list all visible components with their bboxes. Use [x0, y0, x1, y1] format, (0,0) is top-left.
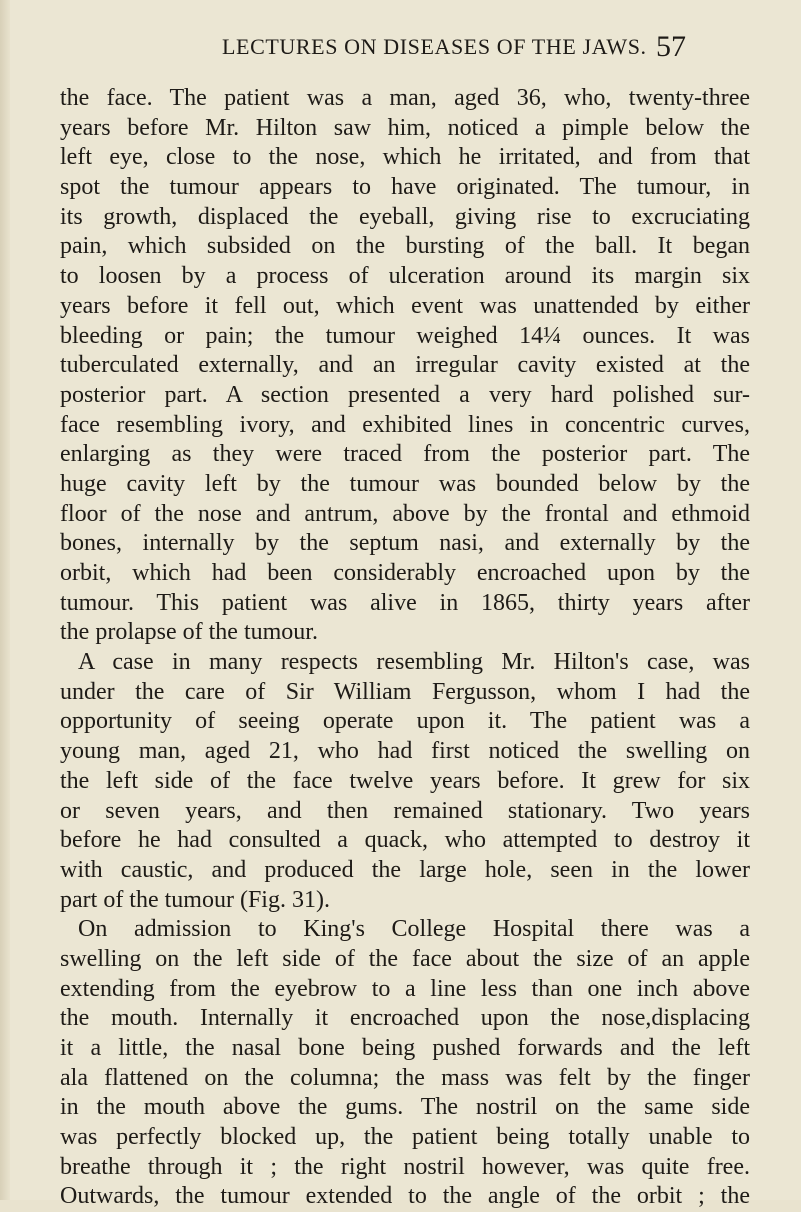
text-line: young man, aged 21, who had first noticed the swelling on: [60, 738, 750, 765]
text-line: tumour. This patient was alive in 1865, thirty years after: [60, 589, 750, 616]
text-line: ala flattened on the columna; the mass was felt by the finger: [60, 1064, 750, 1091]
text-line: posterior part. A section presented a very hard polished sur-: [60, 381, 750, 408]
text-line: bleeding or pain; the tumour weighed 14¼ ounces. It was: [60, 322, 750, 349]
text-line: floor of the nose and antrum, above by the frontal and ethmoid: [60, 500, 750, 527]
page-number: 57: [656, 30, 686, 63]
text-line: before he had consulted a quack, who attempted to destroy it: [60, 827, 750, 854]
text-line: or seven years, and then remained stationary. Two years: [60, 797, 750, 824]
text-line: in the mouth above the gums. The nostril on the same side: [60, 1094, 750, 1121]
text-line: pain, which subsided on the bursting of the ball. It began: [60, 233, 750, 260]
text-line: extending from the eyebrow to a line less than one inch above: [60, 975, 750, 1002]
body-text: [60, 84, 750, 1212]
text-line: huge cavity left by the tumour was bounded below by the: [60, 470, 750, 497]
text-line: with caustic, and produced the large hole, seen in the lower: [60, 856, 750, 883]
text-line: years before it fell out, which event was unattended by either: [60, 292, 750, 319]
text-line: left eye, close to the nose, which he irritated, and from that: [60, 144, 750, 171]
text-line: under the care of Sir William Fergusson, whom I had the: [60, 678, 750, 705]
text-line: opportunity of seeing operate upon it. The patient was a: [60, 708, 750, 735]
text-line: bones, internally by the septum nasi, and externally by the: [60, 530, 750, 557]
text-line: enlarging as they were traced from the posterior part. The: [60, 441, 750, 468]
text-line: to loosen by a process of ulceration around its margin six: [60, 263, 750, 290]
text-line: the left side of the face twelve years before. It grew for six: [60, 767, 750, 794]
paragraph-start-line: A case in many respects resembling Mr. Hilton's case, was: [78, 649, 750, 676]
page-gutter-shadow: [0, 0, 10, 1200]
text-line: orbit, which had been considerably encroached upon by the: [60, 560, 750, 586]
text-line: it a little, the nasal bone being pushed forwards and the left: [60, 1035, 750, 1061]
running-header: [0, 30, 801, 74]
paragraph-end-line: part of the tumour (Fig. 31).: [60, 886, 330, 913]
text-line: was perfectly blocked up, the patient being totally unable to: [60, 1124, 750, 1151]
text-line: face resembling ivory, and exhibited lines in concentric curves,: [60, 411, 750, 438]
text-line: its growth, displaced the eyeball, giving rise to excruciating: [60, 203, 750, 230]
paragraph-end-line: the prolapse of the tumour.: [60, 619, 318, 646]
running-title: LECTURES ON DISEASES OF THE JAWS.: [222, 34, 647, 59]
text-line: swelling on the left side of the face about the size of an apple: [60, 945, 750, 972]
text-line: tuberculated externally, and an irregular cavity existed at the: [60, 352, 750, 379]
text-line: the mouth. Internally it encroached upon the nose,displacing: [60, 1005, 750, 1032]
text-line: Outwards, the tumour extended to the angle of the orbit ; the: [60, 1183, 750, 1210]
text-line: years before Mr. Hilton saw him, noticed a pimple below the: [60, 114, 750, 141]
text-line: the face. The patient was a man, aged 36, who, twenty-three: [60, 85, 750, 111]
text-line: breathe through it ; the right nostril however, was quite free.: [60, 1153, 750, 1180]
paragraph-start-line: On admission to King's College Hospital there was a: [78, 916, 750, 943]
text-line: spot the tumour appears to have originated. The tumour, in: [60, 174, 750, 201]
